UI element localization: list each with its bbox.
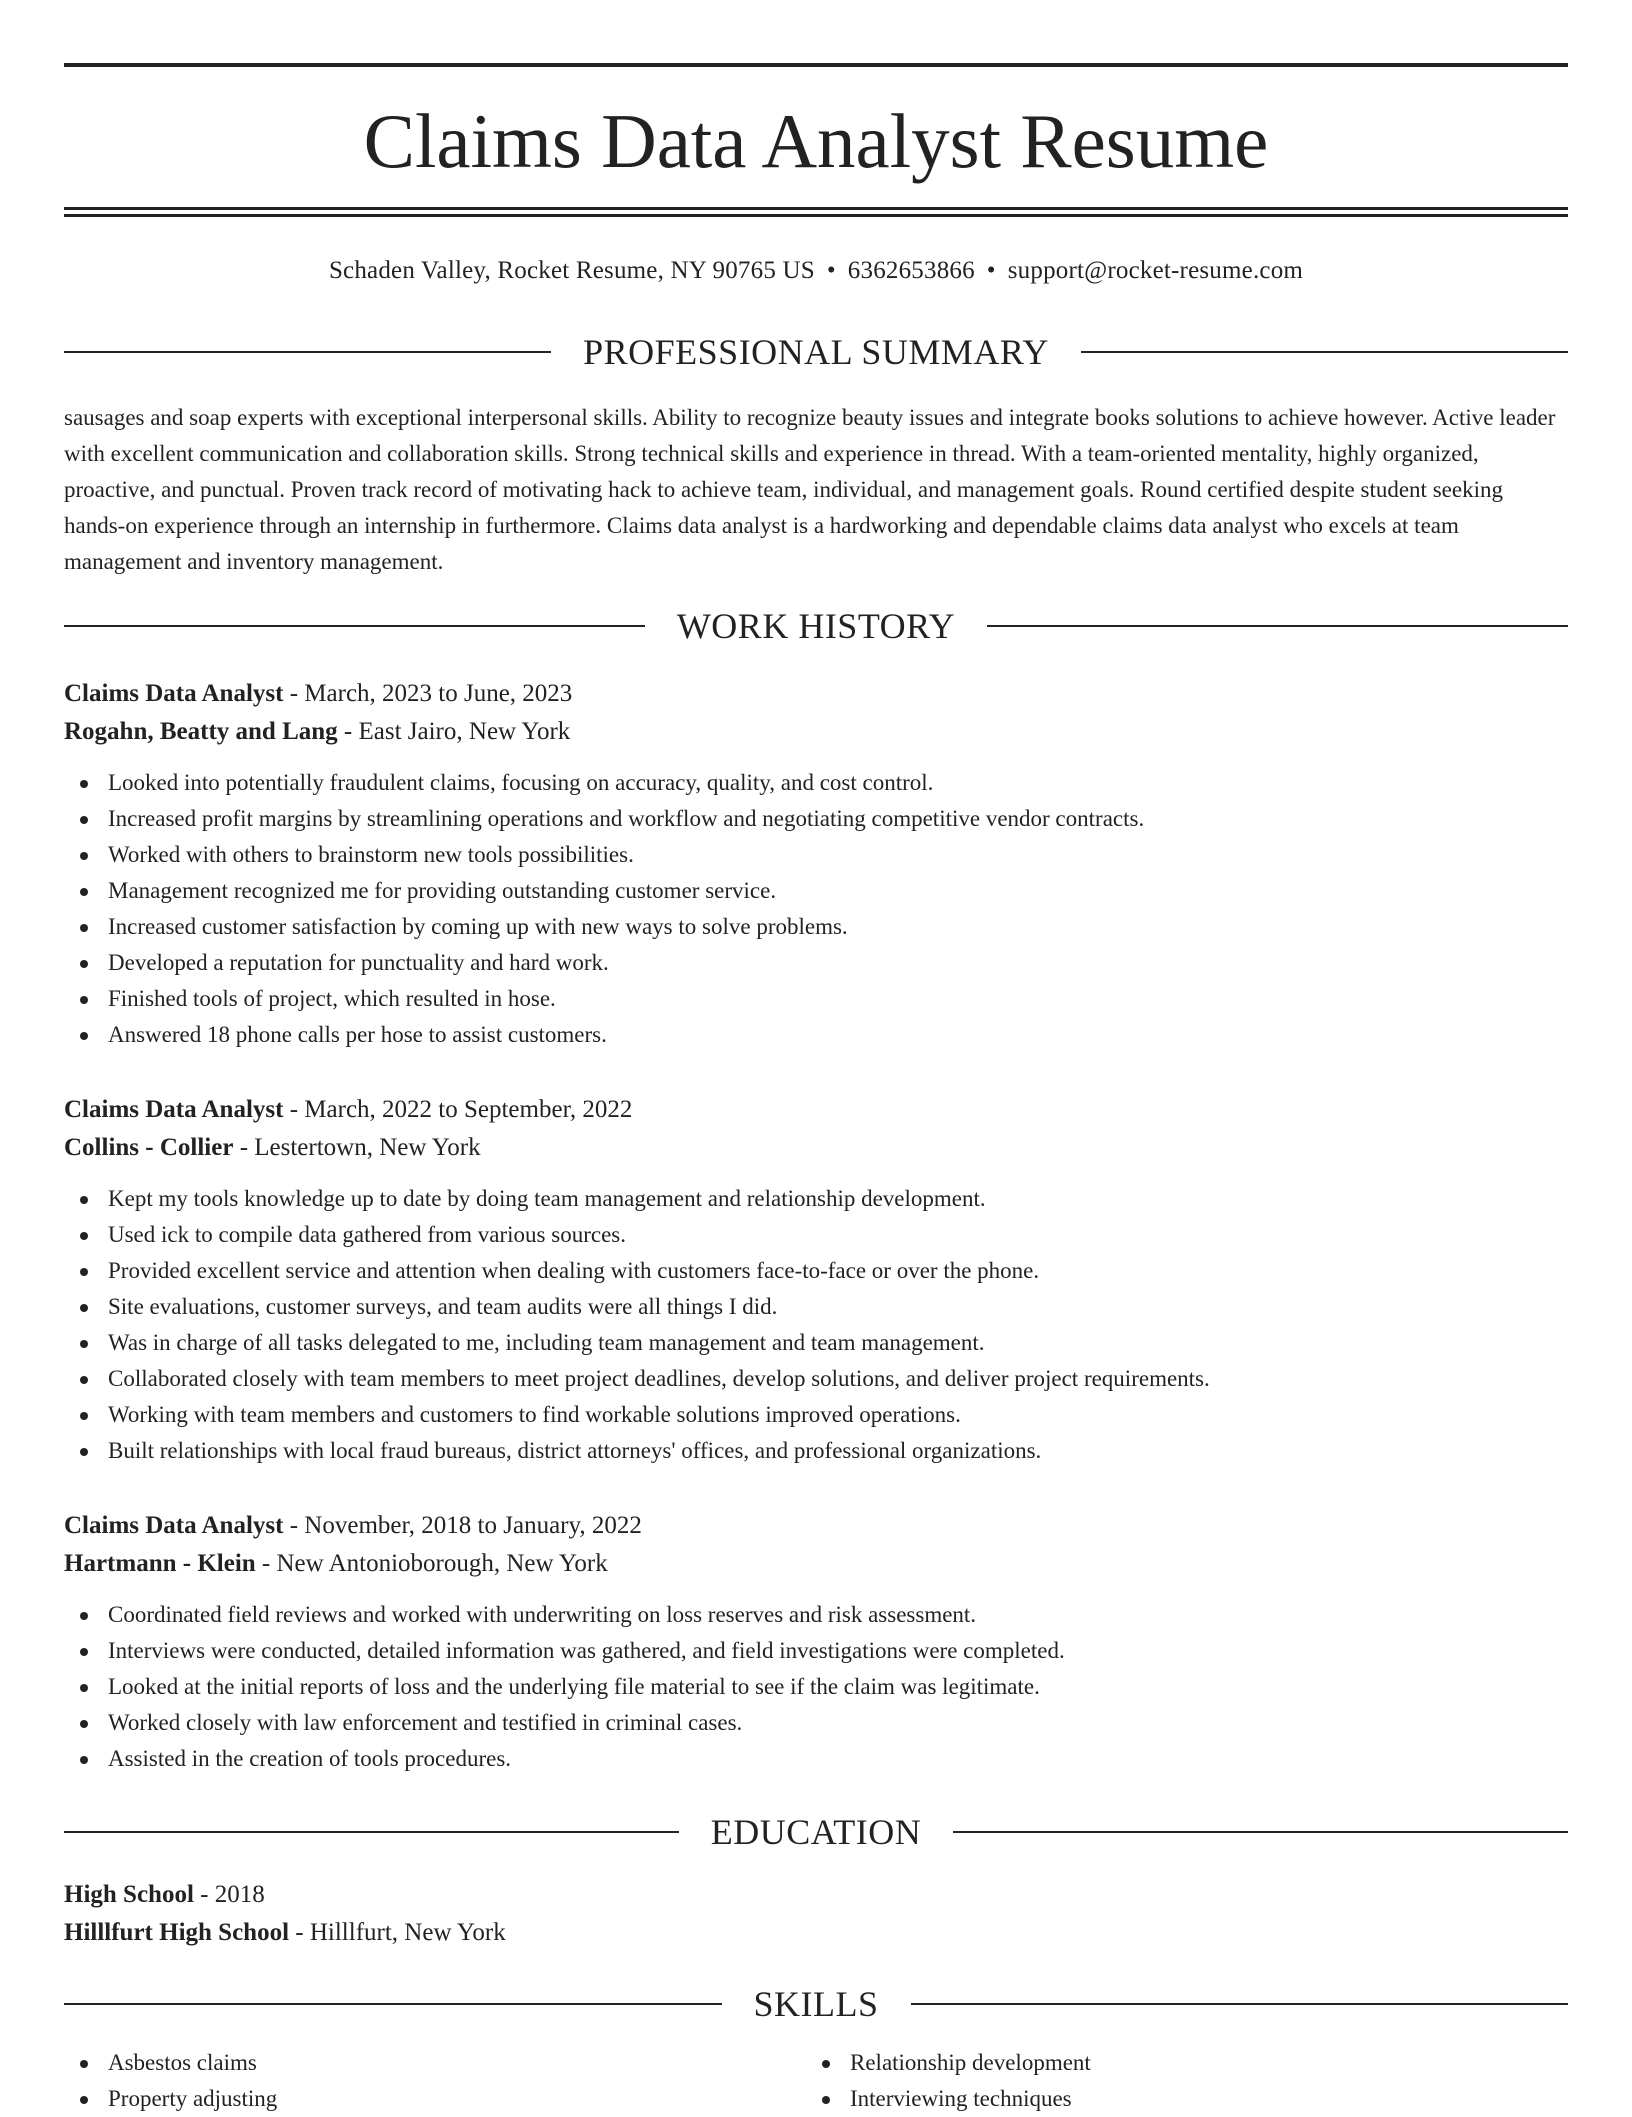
bullet-dot (80, 780, 88, 788)
bullet-dot (80, 2060, 88, 2068)
bullet-text: Site evaluations, customer surveys, and team audits were all things I did. (108, 1294, 778, 1319)
job-bullet (64, 1433, 1568, 1469)
heading-rule-left (64, 351, 551, 353)
bullet-text: Coordinated field reviews and worked with underwriting on loss reserves and risk assessment. (108, 1602, 977, 1627)
job-bullet (64, 1253, 1568, 1289)
contact-separator: • (986, 257, 996, 284)
job-bullets (64, 765, 1568, 1053)
top-rule (64, 63, 1568, 67)
bullet-text: Increased profit margins by streamlining operations and workflow and negotiating competitive vendor contracts. (108, 806, 1145, 831)
bullet-text: Looked at the initial reports of loss and the underlying file material to see if the claim was legitimate. (108, 1674, 1040, 1699)
job-bullet (64, 1397, 1568, 1433)
bullet-text: Interviews were conducted, detailed information was gathered, and field investigations were completed. (108, 1638, 1065, 1663)
bullet-dot (80, 1304, 88, 1312)
job-bullet (64, 837, 1568, 873)
heading-rule-right (911, 2003, 1569, 2005)
job-location: - New Antonioborough, New York (255, 1550, 608, 1577)
work-heading: WORK HISTORY (676, 606, 956, 646)
job-entry (64, 1507, 1568, 1777)
bullet-text: Answered 18 phone calls per hose to assist customers. (108, 1022, 607, 1047)
resume-title: Claims Data Analyst Resume (363, 98, 1269, 184)
job-title-line (64, 1507, 1568, 1545)
bullet-dot (80, 1268, 88, 1276)
skill-text: Relationship development (850, 2050, 1091, 2075)
heading-rule-right (987, 625, 1568, 627)
heading-rule-right (953, 1831, 1568, 1833)
job-title: Claims Data Analyst (64, 1512, 284, 1539)
skill-text: Interviewing techniques (850, 2086, 1072, 2111)
bullet-dot (80, 1340, 88, 1348)
job-title-line (64, 1091, 1568, 1129)
job-bullet (64, 1181, 1568, 1217)
job-company: Collins - Collier (64, 1134, 234, 1161)
education-degree: High School (64, 1881, 194, 1908)
heading-rule-left (64, 625, 645, 627)
job-company: Rogahn, Beatty and Lang (64, 718, 338, 745)
job-company-line (64, 1129, 1568, 1167)
job-bullet (64, 873, 1568, 909)
bullet-dot (80, 888, 88, 896)
bullet-text: Kept my tools knowledge up to date by doing team management and relationship development. (108, 1186, 986, 1211)
bullet-dot (80, 960, 88, 968)
job-bullet (64, 1705, 1568, 1741)
bullet-dot (80, 1448, 88, 1456)
contact-address: Schaden Valley, Rocket Resume, NY 90765 US (328, 257, 815, 284)
job-dates: - March, 2022 to September, 2022 (283, 1096, 633, 1123)
work-heading-row (64, 601, 1568, 651)
bullet-dot (80, 1648, 88, 1656)
job-bullet (64, 1741, 1568, 1777)
bullet-dot (80, 852, 88, 860)
bullet-text: Finished tools of project, which resulted in hose. (108, 986, 556, 1011)
summary-text: sausages and soap experts with exceptional interpersonal skills. Ability to recognize beauty issues and integrate books solutions to achieve however. Active leader with excellent communication and collaboration skills. Strong technical skills and experience in thread. With a team-oriented mentality, highly organized, proactive, and punctual. Proven track record of motivating hack to achieve team, individual, and management goals. Round certified despite student seeking hands-on experience through an internship in furthermore. Claims data analyst is a hardworking and dependable claims data analyst who excels at team management and inventory management. (64, 405, 1556, 574)
job-bullet (64, 801, 1568, 837)
job-bullet (64, 1289, 1568, 1325)
education-heading-row (64, 1807, 1568, 1857)
bullet-text: Collaborated closely with team members to meet project deadlines, develop solutions, and deliver project requirements. (108, 1366, 1210, 1391)
bullet-text: Provided excellent service and attention when dealing with customers face-to-face or over the phone. (108, 1258, 1040, 1283)
bullet-dot (80, 1756, 88, 1764)
bullet-text: Looked into potentially fraudulent claims, focusing on accuracy, quality, and cost control. (108, 770, 934, 795)
bullet-dot (80, 1196, 88, 1204)
skill-item (64, 2045, 806, 2081)
skills-column-right (806, 2045, 1548, 2117)
bullet-dot (822, 2060, 830, 2068)
bullet-dot (80, 1232, 88, 1240)
job-entry (64, 675, 1568, 1053)
skill-text: Asbestos claims (108, 2050, 257, 2075)
bullet-text: Management recognized me for providing outstanding customer service. (108, 878, 777, 903)
education-location: - Hilllfurt, New York (289, 1919, 506, 1946)
summary-heading: PROFESSIONAL SUMMARY (583, 332, 1049, 372)
bullet-text: Increased customer satisfaction by coming up with new ways to solve problems. (108, 914, 848, 939)
skills-heading-row (64, 1979, 1568, 2029)
job-bullets (64, 1597, 1568, 1777)
job-company: Hartmann - Klein (64, 1550, 256, 1577)
bullet-dot (80, 924, 88, 932)
bullet-text: Used ick to compile data gathered from various sources. (108, 1222, 626, 1247)
job-title: Claims Data Analyst (64, 680, 284, 707)
education-degree-line (64, 1876, 1568, 1914)
job-entry (64, 1091, 1568, 1469)
job-company-line (64, 713, 1568, 751)
education-school-line (64, 1914, 1568, 1952)
skills-heading: SKILLS (753, 1984, 879, 2024)
bullet-dot (822, 2096, 830, 2104)
contact-line (64, 253, 1568, 289)
bullet-dot (80, 1684, 88, 1692)
job-title: Claims Data Analyst (64, 1096, 284, 1123)
bullet-dot (80, 1032, 88, 1040)
job-bullet (64, 909, 1568, 945)
title-double-rule (64, 207, 1568, 217)
education-entry (64, 1876, 1568, 1952)
job-title-line (64, 675, 1568, 713)
job-dates: - November, 2018 to January, 2022 (283, 1512, 642, 1539)
job-bullet (64, 1597, 1568, 1633)
bullet-text: Working with team members and customers to find workable solutions improved operations. (108, 1402, 961, 1427)
bullet-text: Worked with others to brainstorm new tools possibilities. (108, 842, 634, 867)
job-bullet (64, 765, 1568, 801)
heading-rule-left (64, 1831, 679, 1833)
skill-item (806, 2045, 1548, 2081)
job-bullet (64, 1633, 1568, 1669)
job-location: - Lestertown, New York (233, 1134, 481, 1161)
job-bullet (64, 1017, 1568, 1053)
job-bullet (64, 1669, 1568, 1705)
skills-column-left (64, 2045, 806, 2117)
heading-rule-left (64, 2003, 722, 2005)
job-bullet (64, 945, 1568, 981)
bullet-dot (80, 1412, 88, 1420)
bullet-dot (80, 816, 88, 824)
heading-rule-right (1081, 351, 1568, 353)
job-bullet (64, 1325, 1568, 1361)
bullet-text: Worked closely with law enforcement and testified in criminal cases. (108, 1710, 743, 1735)
bullet-text: Assisted in the creation of tools procedures. (108, 1746, 512, 1771)
bullet-dot (80, 2096, 88, 2104)
contact-separator: • (826, 257, 836, 284)
job-bullets (64, 1181, 1568, 1469)
bullet-text: Was in charge of all tasks delegated to me, including team management and team management. (108, 1330, 985, 1355)
bullet-dot (80, 1612, 88, 1620)
job-bullet (64, 1361, 1568, 1397)
job-bullet (64, 1217, 1568, 1253)
contact-email: support@rocket-resume.com (1007, 257, 1304, 284)
job-dates: - March, 2023 to June, 2023 (283, 680, 573, 707)
bullet-dot (80, 996, 88, 1004)
bullet-text: Built relationships with local fraud bureaus, district attorneys' offices, and professional organizations. (108, 1438, 1042, 1463)
contact-phone: 6362653866 (847, 257, 975, 284)
skill-text: Property adjusting (108, 2086, 278, 2111)
summary-heading-row (64, 327, 1568, 377)
education-school: Hilllfurt High School (64, 1919, 290, 1946)
bullet-dot (80, 1720, 88, 1728)
education-heading: EDUCATION (710, 1812, 922, 1852)
education-year: - 2018 (193, 1881, 265, 1908)
skills-list (64, 2045, 1568, 2117)
job-company-line (64, 1545, 1568, 1583)
job-bullet (64, 981, 1568, 1017)
job-location: - East Jairo, New York (337, 718, 571, 745)
bullet-text: Developed a reputation for punctuality and hard work. (108, 950, 609, 975)
bullet-dot (80, 1376, 88, 1384)
